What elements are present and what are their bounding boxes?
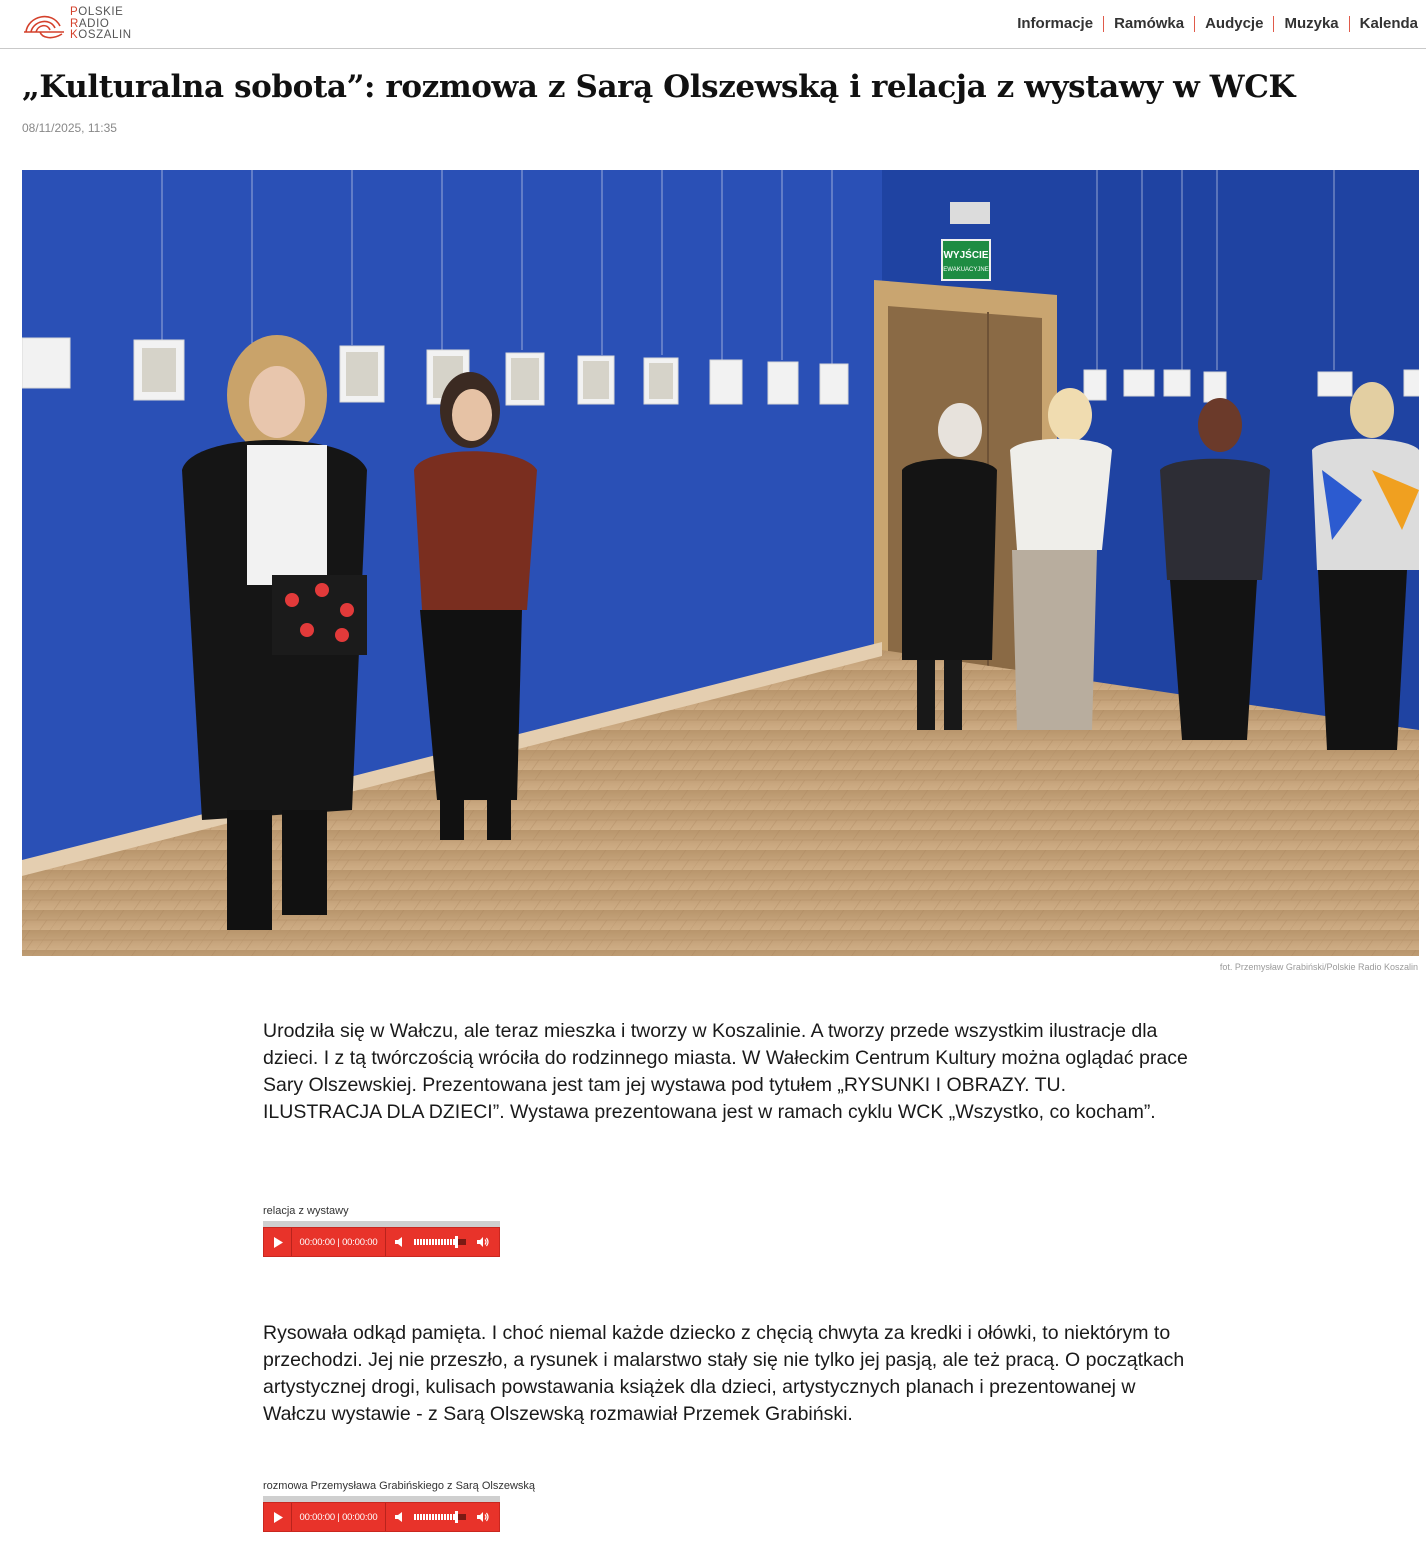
site-logo[interactable] [22,7,162,43]
audio-controls [263,1502,500,1532]
volume-track [414,1514,466,1520]
main-nav [1007,15,1426,32]
exhibition-photo [22,170,1419,956]
volume-slider[interactable] [414,1503,468,1531]
max-volume-button[interactable] [468,1503,498,1531]
play-icon [273,1512,283,1523]
exit-sign-text: WYJŚCIE [943,250,989,261]
volume-slider[interactable] [414,1228,468,1256]
play-icon [273,1237,283,1248]
radio-waves-icon [22,8,66,42]
speaker-icon [394,1511,406,1523]
article-photo [22,170,1419,956]
logo-line-1: OLSKIE [78,6,124,18]
volume-max-icon [476,1511,490,1523]
nav-item-kalendarz[interactable]: Kalenda [1359,15,1418,32]
exit-sign-subtext: EWAKUACYJNE [943,267,989,273]
max-volume-button[interactable] [468,1228,498,1256]
article-paragraph-1: Urodziła się w Wałczu, ale teraz mieszka i tworzy w Koszalinie. A tworzy przede wszystkim ilustracje dla dzieci. I z tą twórczością wróciła do rodzinnego miasta. W Wałeckim Centrum Kultury można oglądać prace Sary Olszewskiej. Prezentowana jest tam jej wystawa pod tytułem „RYSUNKI I OBRAZY. TU. ILUSTRACJA DLA DZIECI”. Wystawa prezentowana jest w ramach cyklu WCK „Wszystko, co kocham”. [263,1020,1188,1123]
article-paragraph-2: Rysowała odkąd pamięta. I choć niemal każde dziecko z chęcią chwyta za kredki i ołówki, to niektórym to przechodzi. Jej nie przeszło, a rysunek i malarstwo stały się nie tylko jej pasją, ale też pracą. O początkach artystycznej drogi, kulisach powstawania książek dla dzieci, artystycznych planach i prezentowanej w Wałczu wystawie - z Sarą Olszewską rozmawiał Przemek Grabiński. [263,1322,1185,1425]
audio-time: 00:00:00 | 00:00:00 [292,1503,386,1531]
audio-time: 00:00:00 | 00:00:00 [292,1228,386,1256]
audio-label: relacja z wystawy [263,1205,349,1217]
article-title: „Kulturalna sobota”: rozmowa z Sarą Olszewską i relacja z wystawy w WCK [22,69,1296,105]
volume-max-icon [476,1236,490,1248]
logo-line-3: OSZALIN [78,29,132,41]
speaker-icon [394,1236,406,1248]
mute-button[interactable] [386,1228,414,1256]
photo-caption: fot. Przemysław Grabiński/Polskie Radio Koszalin [1219,962,1418,972]
audio-player-2 [263,1480,536,1532]
audio-player-1 [263,1205,500,1257]
volume-track [414,1239,466,1245]
audio-label: rozmowa Przemysława Grabińskiego z Sarą Olszewską [263,1480,536,1492]
site-header [0,0,1426,49]
play-button[interactable] [264,1228,292,1256]
play-button[interactable] [264,1503,292,1531]
nav-item-audycje[interactable]: Audycje [1205,15,1264,32]
article-date: 08/11/2025, 11:35 [22,121,117,135]
logo-line-2: ADIO [78,17,110,30]
nav-item-muzyka[interactable]: Muzyka [1284,15,1339,32]
volume-knob[interactable] [455,1511,458,1523]
nav-item-ramowka[interactable]: Ramówka [1114,15,1185,32]
volume-knob[interactable] [455,1236,458,1248]
audio-controls [263,1227,500,1257]
mute-button[interactable] [386,1503,414,1531]
logo-text: POLSKIE RADIO KOSZALIN [70,6,132,41]
nav-item-informacje[interactable]: Informacje [1017,15,1094,32]
